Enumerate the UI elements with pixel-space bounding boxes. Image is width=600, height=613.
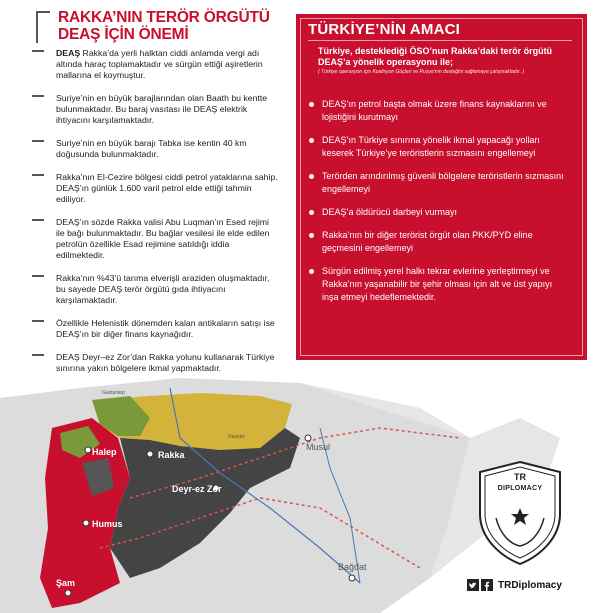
bullet-icon [309,174,314,179]
bullet-icon [309,102,314,107]
objectives-title: TÜRKİYE’NİN AMACI [308,21,460,38]
left-item-8: DEAŞ Deyr–ez Zor’dan Rakka yolunu kullanarak Türkiye sınırına yakın bölgelere ikmal yapmaktadır. [18,352,280,374]
left-title-line1: RAKKA’NIN TERÖR ÖRGÜTÜ [58,9,270,26]
bullet-icon [309,233,314,238]
map-label-humus: Humus [92,519,123,529]
social-handle-text[interactable]: TRDiplomacy [498,579,562,591]
left-item-7: Özellikle Helenistik dönemden kalan antikaların satışı ise DEAŞ’ın bir diğer finans kaynağıdır. [18,318,280,340]
objectives-list [306,98,571,314]
objectives-intro: Türkiye, desteklediği ÖSO’nun Rakka’daki terör örgütü DEAŞ’a yönelik operasyonu ile; [318,46,553,67]
twitter-icon[interactable] [467,579,479,591]
tr-diplomacy-logo [474,458,566,568]
map-label-gaziantep: Gaziantep [102,390,125,396]
objectives-panel [296,14,587,360]
left-title [58,9,288,43]
title-underline [308,40,572,41]
bullet-icon [309,269,314,274]
bullet-icon [309,138,314,143]
objectives-note: ( Türkiye operasyon için Koalisyon Güçleri ve Rusya’nın desteğini sağlamaya çalışmaktadır. ) [318,69,525,75]
title-bracket [36,11,50,43]
logo-line1: TR [514,472,526,482]
map-label-hasake: Haseke [228,434,245,440]
bullet-icon [309,210,314,215]
map-label-deyrezzor: Deyr-ez Zor [172,484,222,494]
map-label-rakka: Rakka [158,450,185,460]
left-item-5: DEAŞ’ın sözde Rakka valisi Abu Luqman’ın Esed rejimi ile bağı bulunmaktadır. Bu bağlar vesilesi ile elde edilen petrolün özellikle Esad rejimine satıldığı iddia edilmektedir. [18,217,280,261]
objective-item-4: DEAŞ’a öldürücü darbeyi vurmayı [306,206,571,219]
objective-item-1: DEAŞ’ın petrol başta olmak üzere finans kaynaklarını ve lojistiğini kurutmayı [306,98,571,124]
objective-item-3: Terörden arındırılmış güvenli bölgelere teröristlerin sızmasını engellemeyi [306,170,571,196]
map-label-halep: Halep [92,447,117,457]
left-item-4: Rakka’nın El-Cezire bölgesi ciddi petrol yataklarına sahip. DEAŞ’ın günlük 1.600 varil petrol elde ettiği tahmin ediliyor. [18,172,280,205]
logo-line2: DIPLOMACY [497,485,543,492]
left-item-2: Suriye’nin en büyük barajlarından olan Baath bu kentte bulunmaktadır. Bu baraj vasıtası ile DEAŞ elektrik ihtiyacını karşılamaktadır. [18,93,280,126]
left-item-6: Rakka’nın %43’ü tarıma elverişli araziden oluşmaktadır, bu sayede DEAŞ terör örgütü gıda ihtiyacını karşılamaktadır. [18,273,280,306]
left-list [18,48,280,386]
facebook-icon[interactable] [481,579,493,591]
social-handle-bar [467,578,562,592]
objective-item-6: Sürgün edilmiş yerel halkı tekrar evlerine yerleştirmeyi ve Rakka’nın yaşanabilir bir şehir olması için alt ve üst yapıyı inşa etmeyi hedeflemektedir. [306,265,571,304]
map-label-bagdat: Bağdat [338,562,367,572]
map-label-musul: Musul [306,442,331,452]
map-label-sam: Şam [56,578,76,588]
objective-item-2: DEAŞ’ın Türkiye sınırına yönelik ikmal yapacağı yolları keserek Türkiye’ye teröristlerin sızmasını engellemeyi [306,134,571,160]
objective-item-5: Rakka’nın bir diğer terörist örgüt olan PKK/PYD eline geçmesini engellemeyi [306,229,571,255]
left-item-3: Suriye’nin en büyük barajı Tabka ise kentin 40 km doğusunda bulunmaktadır. [18,138,280,160]
left-item-1: DEAŞ Rakka’da yerli halktan ciddi anlamda vergi adı altında haraç toplamaktadır ve sürgün ettiği aşiretlerin mallarına el koymuştur. [18,48,280,81]
left-title-line2: DEAŞ İÇİN ÖNEMİ [58,26,189,43]
